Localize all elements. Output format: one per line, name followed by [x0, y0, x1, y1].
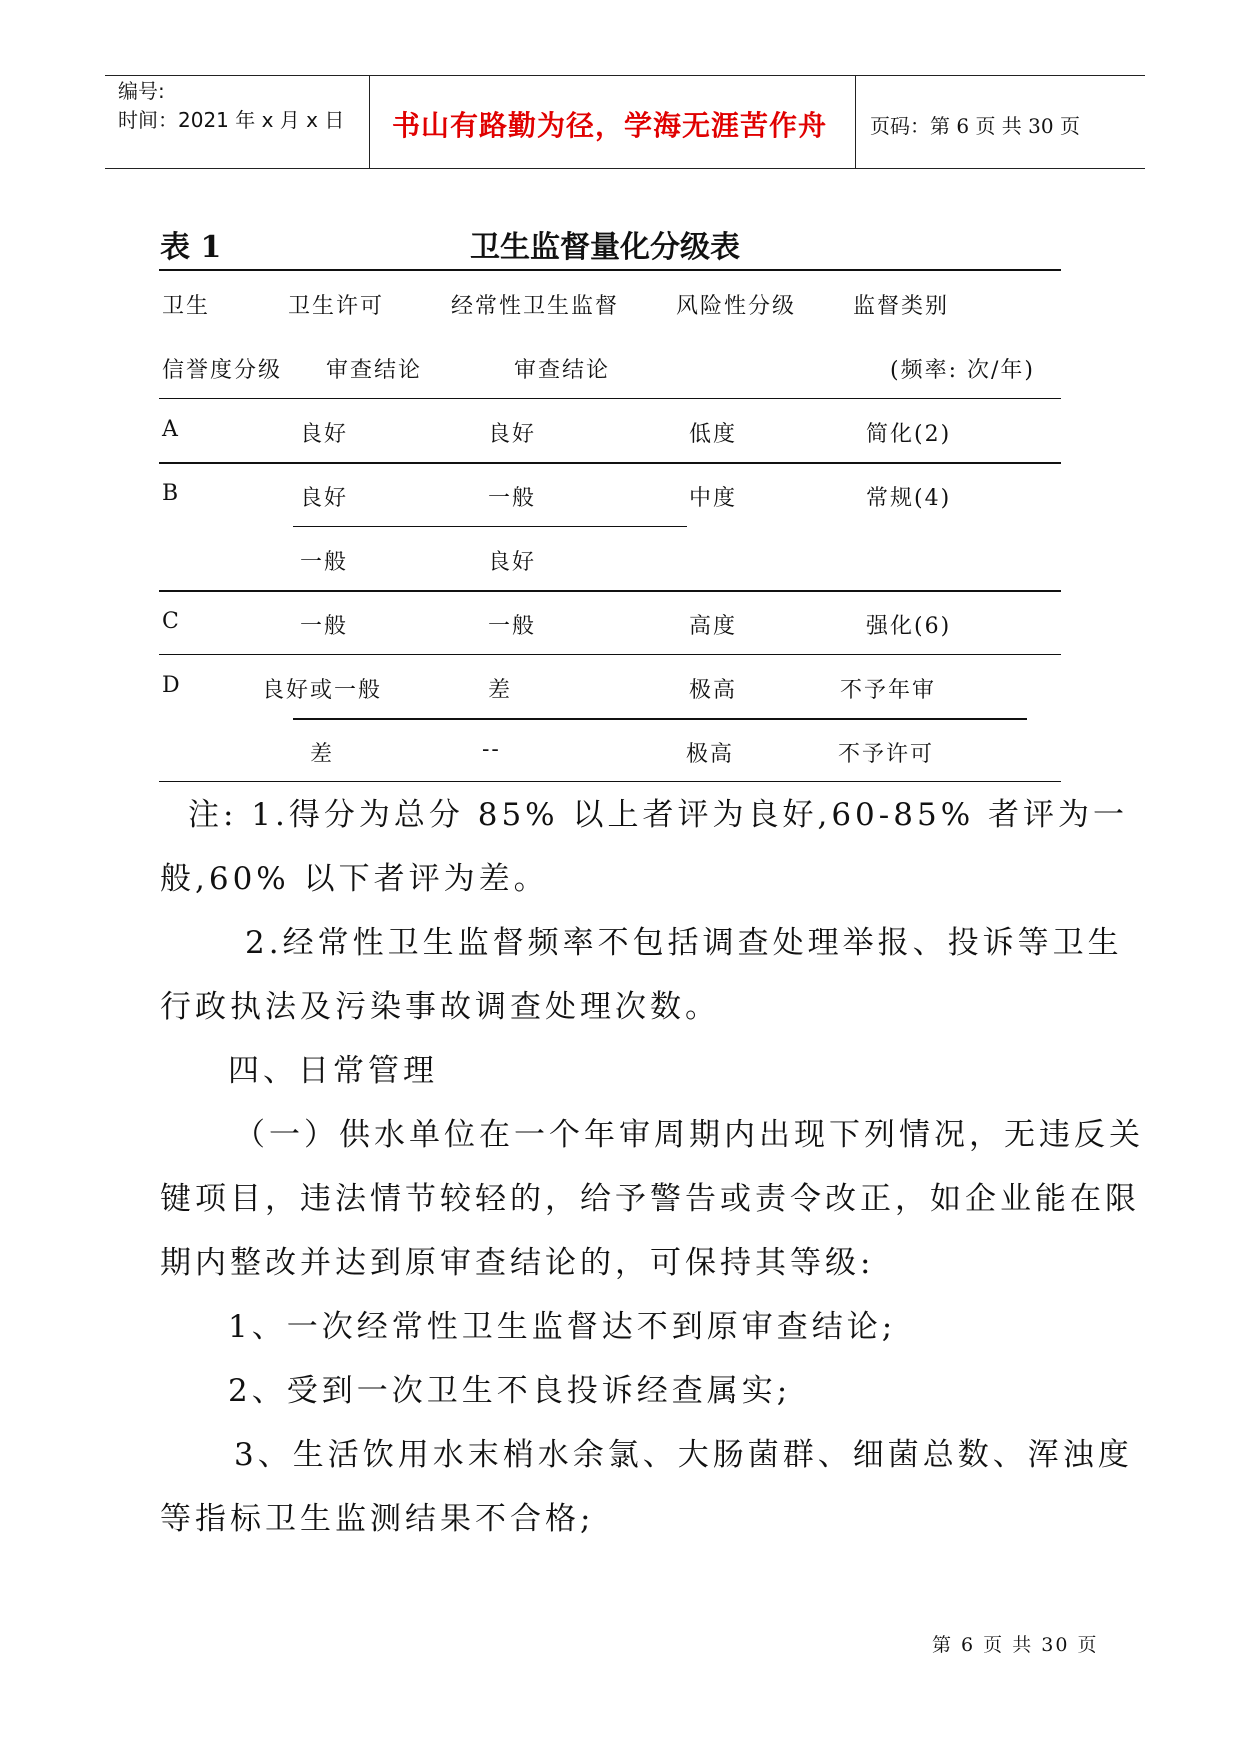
table-title: 卫生监督量化分级表 [470, 230, 740, 265]
row-a-category: 简化(2) [866, 422, 952, 447]
row-d1-category: 不予年审 [840, 678, 937, 703]
section-heading: 四、日常管理 [228, 1053, 438, 1089]
note-1-line2: 般,60% 以下者评为差。 [160, 861, 549, 897]
row-b2-supervision: 良好 [488, 550, 537, 575]
row-b-category: 常规(4) [866, 486, 952, 511]
row-d-inner-rule [293, 718, 1027, 720]
table-label: 表 1 [160, 230, 222, 265]
paragraph-1-line1: （一）供水单位在一个年审周期内出现下列情况，无违反关 [234, 1117, 1144, 1153]
note-2-line2: 行政执法及污染事故调查处理次数。 [160, 989, 720, 1025]
list-item-3-line2: 等指标卫生监测结果不合格; [160, 1501, 595, 1537]
header-top-rule [105, 75, 1145, 76]
row-d1-license: 良好或一般 [262, 678, 383, 703]
header-col2-line2: 审查结论 [326, 358, 423, 383]
row-d2-license: 差 [310, 742, 335, 767]
row-c-category: 强化(6) [866, 614, 952, 639]
row-c-grade: C [162, 609, 181, 634]
row-b-inner-rule [293, 526, 687, 527]
paragraph-1-line3: 期内整改并达到原审查结论的，可保持其等级: [160, 1245, 875, 1281]
row-d2-risk: 极高 [686, 742, 735, 767]
row-b-grade: B [162, 481, 181, 506]
row-b-bottom-rule [159, 590, 1061, 592]
header-divider-right [855, 75, 856, 169]
list-item-1: 1、一次经常性卫生监督达不到原审查结论; [228, 1309, 897, 1345]
header-col3-line1: 经常性卫生监督 [451, 294, 620, 319]
row-a-grade: A [162, 417, 180, 442]
row-c-license: 一般 [300, 614, 349, 639]
row-b1-supervision: 一般 [488, 486, 537, 511]
header-col1-line2: 信誉度分级 [162, 358, 283, 383]
header-motto: 书山有路勤为径，学海无涯苦作舟 [392, 109, 828, 142]
row-c-supervision: 一般 [488, 614, 537, 639]
header-col5-line2: (频率: 次/年) [890, 358, 1035, 383]
row-a-supervision: 良好 [488, 422, 537, 447]
table-top-rule [159, 269, 1061, 271]
row-a-bottom-rule [159, 462, 1061, 464]
paragraph-1-line2: 键项目，违法情节较轻的，给予警告或责令改正，如企业能在限 [160, 1181, 1140, 1217]
note-1-line1: 注: 1.得分为总分 85% 以上者评为良好,60-85% 者评为一 [188, 797, 1129, 833]
header-bottom-rule [105, 168, 1145, 169]
row-d-grade: D [162, 673, 182, 698]
row-a-risk: 低度 [689, 422, 738, 447]
row-d2-category: 不予许可 [838, 742, 935, 767]
list-item-2: 2、受到一次卫生不良投诉经查属实; [228, 1373, 792, 1409]
footer-page-number: 第 6 页 共 30 页 [932, 1634, 1099, 1656]
note-2-line1: 2.经常性卫生监督频率不包括调查处理举报、投诉等卫生 [245, 925, 1123, 961]
header-col3-line2: 审查结论 [514, 358, 611, 383]
header-col2-line1: 卫生许可 [288, 294, 385, 319]
doc-code-label: 编号: [118, 79, 165, 103]
header-bottom-rule [159, 398, 1061, 399]
row-c-risk: 高度 [689, 614, 738, 639]
header-col1-line1: 卫生 [162, 294, 211, 319]
header-col5-line1: 监督类别 [853, 294, 950, 319]
row-d1-risk: 极高 [689, 678, 738, 703]
row-b1-license: 良好 [300, 486, 349, 511]
row-d2-supervision: -- [482, 737, 501, 762]
header-page-info: 页码：第 6 页 共 30 页 [870, 114, 1080, 138]
row-c-bottom-rule [159, 654, 1061, 655]
header-divider-left [369, 75, 370, 169]
row-b-risk: 中度 [689, 486, 738, 511]
doc-time-label: 时间：2021 年 x 月 x 日 [118, 108, 345, 132]
header-col4: 风险性分级 [676, 294, 797, 319]
row-d1-supervision: 差 [488, 678, 513, 703]
table-bottom-rule [159, 781, 1061, 782]
row-a-license: 良好 [300, 422, 349, 447]
row-b2-license: 一般 [300, 550, 349, 575]
list-item-3-line1: 3、生活饮用水末梢水余氯、大肠菌群、细菌总数、浑浊度 [234, 1437, 1133, 1473]
